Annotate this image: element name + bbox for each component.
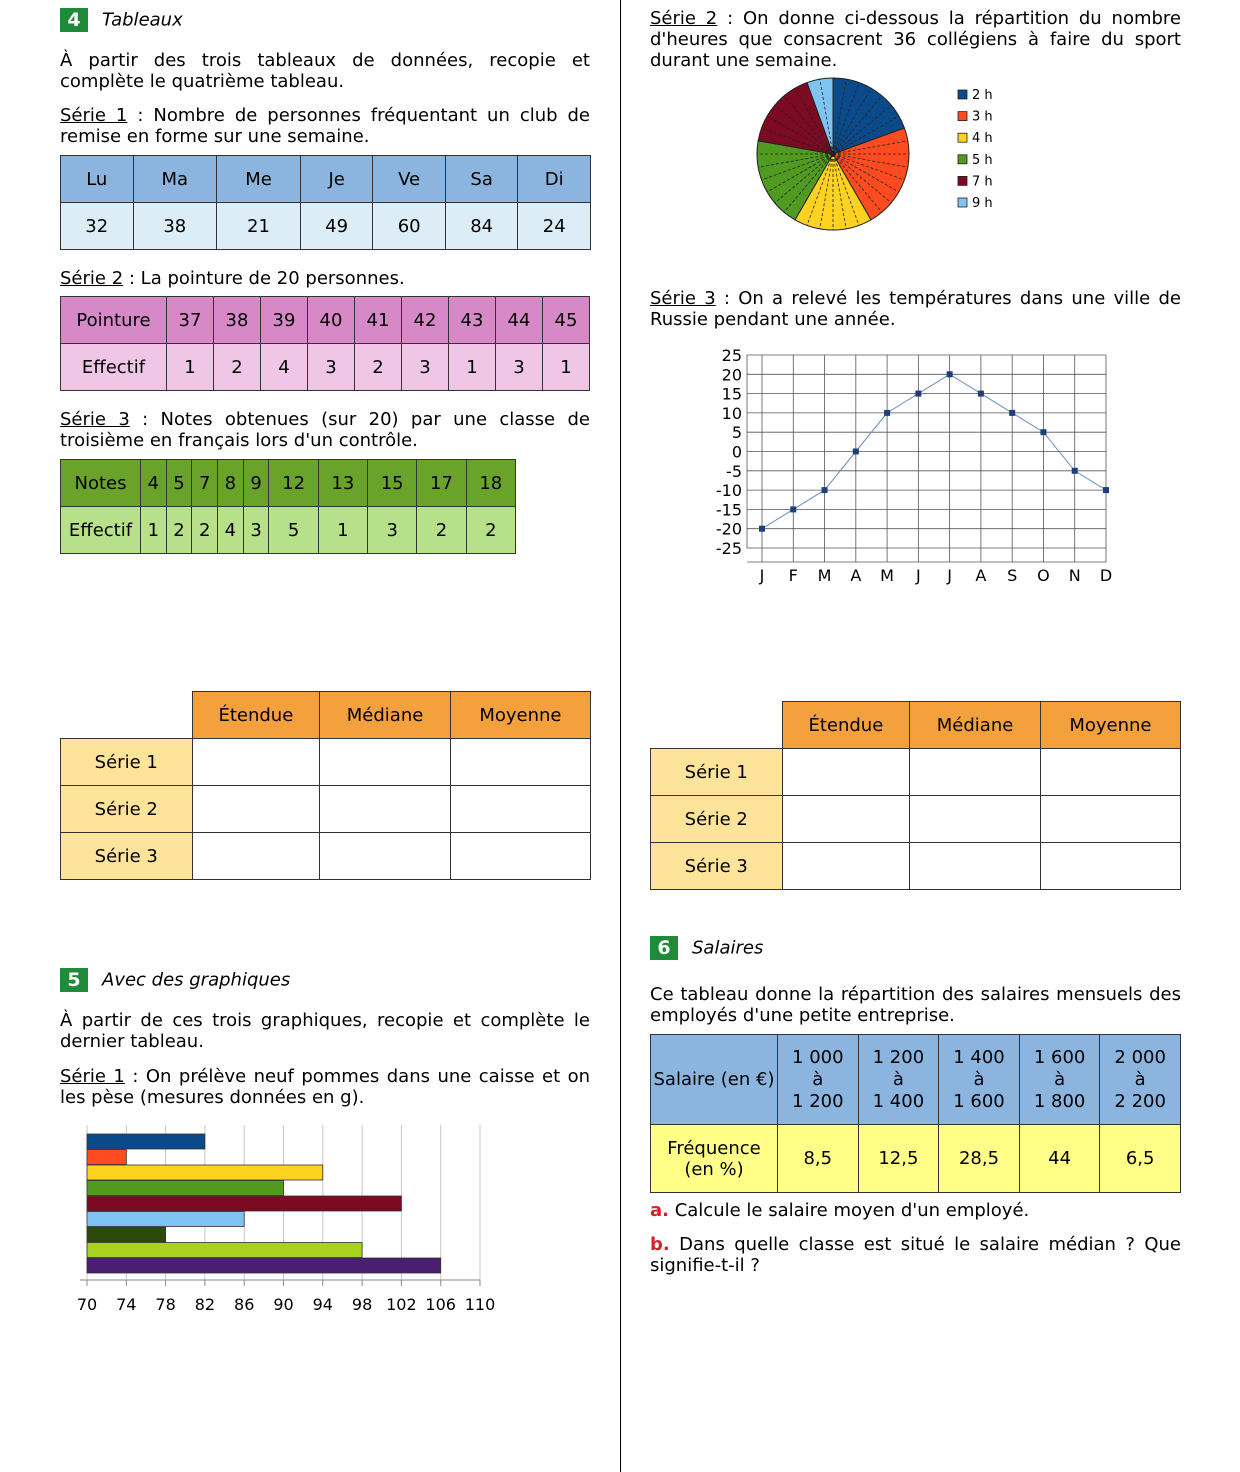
notes-label: Notes bbox=[61, 460, 141, 507]
header-etendue: Étendue bbox=[782, 702, 910, 749]
answer-cell[interactable] bbox=[192, 739, 320, 786]
effectif-value: 4 bbox=[261, 344, 308, 391]
ex4-serie2-table bbox=[60, 296, 590, 391]
temperature-point bbox=[790, 506, 796, 512]
ex4-serie3-label: Série 3 bbox=[60, 409, 130, 430]
day-header: Sa bbox=[445, 156, 518, 203]
ex4-intro: À partir des trois tableaux de données, recopie et complète le quatrième tableau. bbox=[60, 50, 590, 92]
salary-class-line: à bbox=[973, 1068, 985, 1090]
temperature-point bbox=[853, 449, 859, 455]
note-value: 7 bbox=[192, 460, 218, 507]
note-value: 17 bbox=[417, 460, 466, 507]
effectif-value: 2 bbox=[166, 507, 192, 554]
answer-cell[interactable] bbox=[910, 796, 1041, 843]
y-tick-label: 15 bbox=[721, 384, 742, 404]
bar-tick-label: 106 bbox=[425, 1295, 456, 1314]
header-moyenne: Moyenne bbox=[450, 692, 590, 739]
salary-class-line: 1 600 bbox=[953, 1090, 1005, 1112]
legend-swatch bbox=[958, 198, 967, 207]
y-tick-label: -10 bbox=[715, 481, 742, 501]
y-tick-label: 25 bbox=[721, 346, 742, 365]
ex5-summary-table bbox=[650, 701, 1181, 890]
ex4-serie3-text: : Notes obtenues (sur 20) par une classe de troisième en français lors d'un contrôle. bbox=[60, 409, 590, 451]
x-tick-label: M bbox=[817, 566, 832, 585]
ex5-number-badge: 5 bbox=[60, 968, 88, 992]
bar-tick-label: 98 bbox=[351, 1295, 373, 1314]
answer-cell[interactable] bbox=[1040, 843, 1180, 890]
effectif-value: 3 bbox=[496, 344, 543, 391]
x-tick-label: S bbox=[1007, 566, 1018, 585]
ex5-serie1-text: : On prélève neuf pommes dans une caisse et on les pèse (mesures données en g). bbox=[60, 1066, 590, 1108]
salary-table bbox=[650, 1034, 1181, 1193]
ex4-summary-table bbox=[60, 691, 591, 880]
temperature-point bbox=[822, 487, 828, 493]
row-serie1: Série 1 bbox=[61, 739, 193, 786]
ex5-serie2-label: Série 2 bbox=[650, 8, 718, 29]
legend-label: 2 h bbox=[972, 88, 993, 103]
bar bbox=[87, 1243, 362, 1258]
salary-class-line: 1 400 bbox=[953, 1046, 1005, 1068]
ex6-intro: Ce tableau donne la répartition des salaires mensuels des employés d'une petite entreprise. bbox=[650, 984, 1181, 1026]
ex4-serie2-label: Série 2 bbox=[60, 268, 124, 289]
answer-cell[interactable] bbox=[450, 739, 590, 786]
salary-class-line: 1 400 bbox=[872, 1090, 925, 1112]
question-b bbox=[650, 1234, 1181, 1276]
day-value: 32 bbox=[61, 203, 134, 250]
temperature-point bbox=[1009, 410, 1015, 416]
salary-class bbox=[858, 1035, 939, 1125]
bar-tick-label: 82 bbox=[194, 1295, 216, 1314]
row-serie3: Série 3 bbox=[651, 843, 783, 890]
salary-class bbox=[1100, 1035, 1181, 1125]
legend-swatch bbox=[958, 155, 967, 164]
legend-swatch bbox=[958, 112, 967, 121]
salary-class-line: à bbox=[1134, 1068, 1146, 1090]
frequency-value: 44 bbox=[1019, 1125, 1100, 1193]
x-tick-label: N bbox=[1068, 566, 1081, 585]
ex6-number-badge: 6 bbox=[650, 936, 678, 960]
day-value: 24 bbox=[518, 203, 591, 250]
answer-cell[interactable] bbox=[782, 843, 910, 890]
bar-tick-label: 86 bbox=[234, 1295, 255, 1314]
y-tick-label: -25 bbox=[715, 539, 742, 558]
pointure-value: 44 bbox=[496, 297, 543, 344]
y-tick-label: 0 bbox=[731, 442, 742, 462]
temperature-point bbox=[915, 391, 921, 397]
effectif-value: 2 bbox=[192, 507, 218, 554]
answer-cell[interactable] bbox=[450, 786, 590, 833]
ex5-serie3-text: : On a relevé les températures dans une ville de Russie pendant une année. bbox=[650, 288, 1181, 330]
salary-class-line: 1 000 bbox=[792, 1046, 844, 1068]
ex4-serie2-text: : La pointure de 20 personnes. bbox=[123, 268, 405, 289]
x-tick-label: A bbox=[850, 566, 862, 585]
header-moyenne: Moyenne bbox=[1040, 702, 1180, 749]
salary-class bbox=[939, 1035, 1020, 1125]
ex4-serie1-label: Série 1 bbox=[60, 105, 128, 126]
frequency-value: 8,5 bbox=[778, 1125, 859, 1193]
y-tick-label: 10 bbox=[721, 403, 742, 423]
bar bbox=[87, 1196, 401, 1211]
header-mediane: Médiane bbox=[320, 692, 451, 739]
temperature-point bbox=[1072, 468, 1078, 474]
pointure-value: 42 bbox=[402, 297, 449, 344]
x-tick-label: M bbox=[880, 566, 894, 585]
answer-cell[interactable] bbox=[910, 843, 1041, 890]
effectif-value: 3 bbox=[368, 507, 417, 554]
bar bbox=[87, 1165, 323, 1180]
salary-class-line: 1 200 bbox=[792, 1090, 844, 1112]
frequency-value: 12,5 bbox=[858, 1125, 939, 1193]
ex5-serie1-desc bbox=[60, 1066, 590, 1108]
note-value: 18 bbox=[466, 460, 515, 507]
bar-tick-label: 94 bbox=[312, 1295, 333, 1314]
salary-class-line: 1 800 bbox=[1033, 1090, 1086, 1112]
answer-cell[interactable] bbox=[1040, 749, 1180, 796]
legend-swatch bbox=[958, 176, 967, 185]
day-value: 21 bbox=[217, 203, 301, 250]
pointure-value: 40 bbox=[308, 297, 355, 344]
effectif-value: 4 bbox=[218, 507, 244, 554]
column-divider bbox=[620, 0, 621, 1472]
ex4-serie3-desc bbox=[60, 409, 590, 451]
row-serie3: Série 3 bbox=[61, 833, 193, 880]
question-b-text: Dans quelle classe est situé le salaire médian ? Que signifie-t-il ? bbox=[650, 1234, 1181, 1276]
day-value: 84 bbox=[445, 203, 518, 250]
x-tick-label: A bbox=[975, 566, 987, 585]
ex5-serie1-label: Série 1 bbox=[60, 1066, 125, 1087]
legend-label: 4 h bbox=[972, 131, 993, 147]
frequency-label bbox=[651, 1125, 778, 1193]
effectif-value: 1 bbox=[141, 507, 167, 554]
frequency-value: 6,5 bbox=[1100, 1125, 1181, 1193]
header-etendue: Étendue bbox=[192, 692, 320, 739]
effectif-value: 1 bbox=[543, 344, 590, 391]
ex5-header bbox=[60, 968, 590, 992]
empty-corner bbox=[651, 702, 783, 749]
x-tick-label: D bbox=[1099, 566, 1113, 585]
bar-chart bbox=[60, 1120, 530, 1320]
note-value: 9 bbox=[243, 460, 269, 507]
salary-class-line: à bbox=[1054, 1068, 1066, 1090]
line-chart bbox=[700, 340, 1120, 595]
bar-tick-label: 78 bbox=[155, 1295, 176, 1314]
pie-chart bbox=[740, 75, 1040, 240]
pointure-value: 43 bbox=[449, 297, 496, 344]
answer-cell[interactable] bbox=[320, 786, 451, 833]
salary-class-line: 2 200 bbox=[1114, 1090, 1166, 1112]
row-serie2: Série 2 bbox=[651, 796, 783, 843]
bar bbox=[87, 1258, 441, 1273]
note-value: 15 bbox=[368, 460, 417, 507]
row-serie2: Série 2 bbox=[61, 786, 193, 833]
answer-cell[interactable] bbox=[320, 739, 451, 786]
x-tick-label: F bbox=[788, 566, 798, 585]
answer-cell[interactable] bbox=[910, 749, 1041, 796]
legend-label: 5 h bbox=[972, 152, 993, 168]
effectif-value: 1 bbox=[318, 507, 367, 554]
temperature-point bbox=[884, 410, 890, 416]
ex4-serie1-table bbox=[60, 155, 591, 250]
note-value: 8 bbox=[218, 460, 244, 507]
salary-label: Salaire (en €) bbox=[651, 1035, 778, 1125]
answer-cell[interactable] bbox=[192, 786, 320, 833]
salary-class-line: 1 600 bbox=[1033, 1046, 1086, 1068]
effectif-value: 2 bbox=[417, 507, 466, 554]
ex4-serie3-table bbox=[60, 459, 516, 554]
effectif-value: 5 bbox=[269, 507, 318, 554]
effectif-label: Effectif bbox=[61, 344, 167, 391]
salary-class-line: 1 200 bbox=[872, 1046, 925, 1068]
ex4-number-badge: 4 bbox=[60, 8, 88, 32]
effectif-value: 2 bbox=[466, 507, 515, 554]
legend-label: 7 h bbox=[972, 174, 993, 190]
salary-class-line: 2 000 bbox=[1114, 1046, 1166, 1068]
question-a-label: a. bbox=[650, 1200, 669, 1221]
bar bbox=[87, 1181, 284, 1196]
bar-tick-label: 110 bbox=[464, 1295, 496, 1314]
day-header: Ma bbox=[133, 156, 217, 203]
y-tick-label: 5 bbox=[731, 423, 742, 443]
legend-label: 9 h bbox=[972, 196, 993, 211]
answer-cell[interactable] bbox=[192, 833, 320, 880]
x-tick-label: J bbox=[947, 566, 952, 585]
row-serie1: Série 1 bbox=[651, 749, 783, 796]
ex4-header bbox=[60, 8, 590, 32]
ex4-serie1-desc bbox=[60, 105, 590, 147]
question-a-text: Calcule le salaire moyen d'un employé. bbox=[668, 1200, 1030, 1221]
answer-cell[interactable] bbox=[1040, 796, 1180, 843]
x-tick-label: J bbox=[916, 566, 921, 585]
pointure-value: 37 bbox=[167, 297, 214, 344]
answer-cell[interactable] bbox=[782, 749, 910, 796]
ex5-serie2-desc bbox=[650, 8, 1181, 71]
salary-class-line: à bbox=[892, 1068, 904, 1090]
header-mediane: Médiane bbox=[910, 702, 1041, 749]
empty-corner bbox=[61, 692, 193, 739]
ex5-title: Avec des graphiques bbox=[102, 969, 291, 991]
legend-swatch bbox=[958, 133, 967, 142]
temperature-point bbox=[1040, 429, 1046, 435]
ex6-title: Salaires bbox=[692, 937, 764, 959]
effectif-value: 3 bbox=[243, 507, 269, 554]
effectif-value: 3 bbox=[402, 344, 449, 391]
day-value: 38 bbox=[133, 203, 217, 250]
frequency-label-line1: Fréquence bbox=[667, 1137, 761, 1159]
x-tick-label: J bbox=[759, 566, 765, 585]
ex5-intro: À partir de ces trois graphiques, recopie et complète le dernier tableau. bbox=[60, 1010, 590, 1052]
ex5-serie3-label: Série 3 bbox=[650, 288, 716, 309]
effectif-value: 2 bbox=[355, 344, 402, 391]
day-header: Ve bbox=[373, 156, 446, 203]
note-value: 4 bbox=[141, 460, 167, 507]
frequency-label-line2: (en %) bbox=[684, 1158, 744, 1180]
effectif-label: Effectif bbox=[61, 507, 141, 554]
day-header: Me bbox=[217, 156, 301, 203]
bar bbox=[87, 1134, 205, 1149]
legend-label: 3 h bbox=[972, 109, 993, 125]
ex4-serie2-desc bbox=[60, 268, 590, 289]
effectif-value: 1 bbox=[449, 344, 496, 391]
temperature-point bbox=[978, 391, 984, 397]
note-value: 12 bbox=[269, 460, 318, 507]
y-tick-label: -5 bbox=[726, 461, 742, 481]
bar-tick-label: 90 bbox=[273, 1295, 294, 1314]
answer-cell[interactable] bbox=[782, 796, 910, 843]
day-header: Lu bbox=[61, 156, 134, 203]
day-value: 60 bbox=[373, 203, 446, 250]
effectif-value: 3 bbox=[308, 344, 355, 391]
bar-tick-label: 70 bbox=[76, 1295, 98, 1314]
note-value: 5 bbox=[166, 460, 192, 507]
temperature-point bbox=[1103, 487, 1109, 493]
ex4-title: Tableaux bbox=[102, 9, 183, 31]
day-header: Je bbox=[300, 156, 373, 203]
pointure-value: 41 bbox=[355, 297, 402, 344]
salary-class bbox=[778, 1035, 859, 1125]
day-value: 49 bbox=[300, 203, 373, 250]
answer-cell[interactable] bbox=[450, 833, 590, 880]
frequency-value: 28,5 bbox=[939, 1125, 1020, 1193]
ex6-header bbox=[650, 936, 1181, 960]
y-tick-label: -15 bbox=[715, 500, 742, 520]
question-b-label: b. bbox=[650, 1234, 670, 1255]
pointure-value: 45 bbox=[543, 297, 590, 344]
effectif-value: 1 bbox=[167, 344, 214, 391]
legend-swatch bbox=[958, 90, 967, 99]
y-tick-label: 20 bbox=[721, 365, 742, 385]
x-tick-label: O bbox=[1037, 566, 1050, 585]
salary-class-line: à bbox=[812, 1068, 824, 1090]
salary-class bbox=[1019, 1035, 1100, 1125]
y-tick-label: -20 bbox=[715, 519, 742, 539]
pointure-label: Pointure bbox=[61, 297, 167, 344]
day-header: Di bbox=[518, 156, 591, 203]
temperature-point bbox=[759, 526, 765, 532]
answer-cell[interactable] bbox=[320, 833, 451, 880]
effectif-value: 2 bbox=[214, 344, 261, 391]
note-value: 13 bbox=[318, 460, 367, 507]
pointure-value: 38 bbox=[214, 297, 261, 344]
bar bbox=[87, 1227, 166, 1242]
ex5-serie3-desc bbox=[650, 288, 1181, 330]
temperature-point bbox=[947, 371, 953, 377]
pointure-value: 39 bbox=[261, 297, 308, 344]
ex4-serie1-text: : Nombre de personnes fréquentant un club de remise en forme sur une semaine. bbox=[60, 105, 590, 147]
bar-tick-label: 102 bbox=[386, 1295, 417, 1314]
bar bbox=[87, 1150, 126, 1165]
bar bbox=[87, 1212, 244, 1227]
bar-tick-label: 74 bbox=[116, 1295, 137, 1314]
ex5-serie2-text: : On donne ci-dessous la répartition du nombre d'heures que consacrent 36 collégiens à faire du sport durant une semaine. bbox=[650, 8, 1181, 71]
question-a bbox=[650, 1200, 1181, 1221]
